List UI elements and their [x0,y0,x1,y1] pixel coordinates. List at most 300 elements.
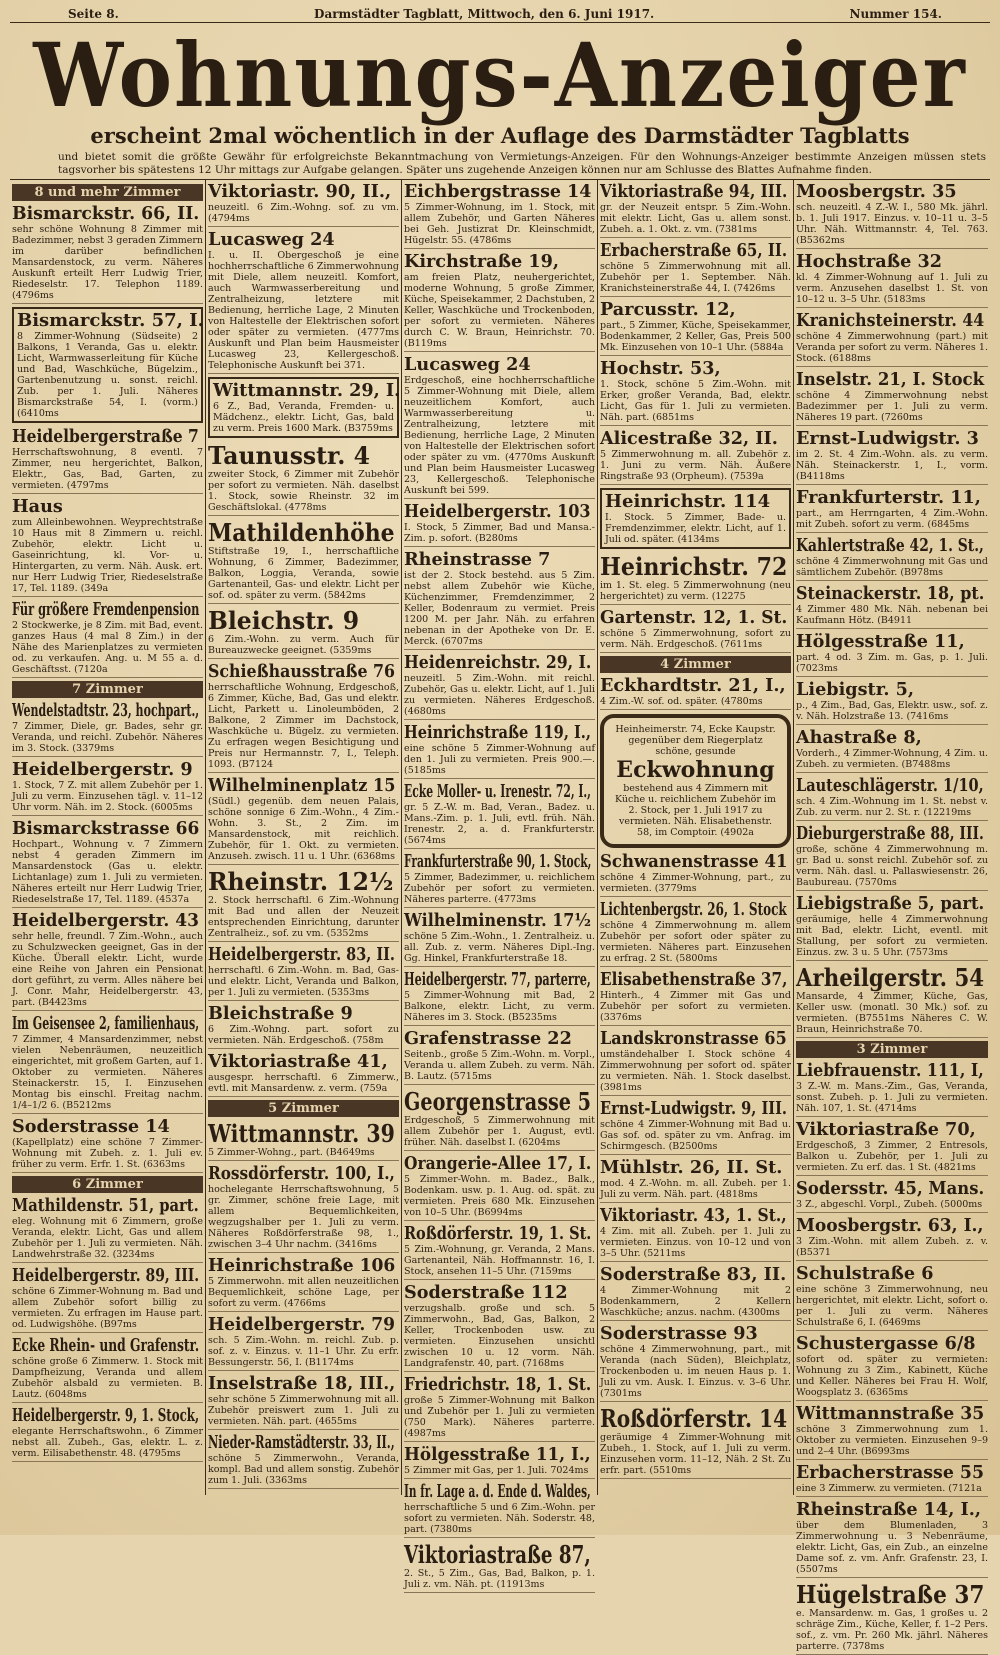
classified-ad [404,502,595,547]
classified-ad [404,1283,595,1372]
ad-heading: Georgenstrasse 5 [404,1087,592,1116]
classified-ad [600,608,791,653]
ad-text: eine schöne 5 Zimmer-Wohnung auf den 1. Juli zu vermieten. Preis 900.—. (5185ms [404,743,595,776]
ad-heading: Im Geisensee 2, familienhaus, [12,1013,200,1034]
ad-heading: Viktoriastraße 94, III. [600,181,788,202]
ad-heading: Hochstraße 32 [796,251,942,272]
classified-ad [12,497,203,597]
ad-heading: Friedrichstr. 18, 1. St. [404,1374,592,1395]
ad-text: part., am Herrngarten, 4 Zim.-Wohn. mit Zubeh. sofort zu verm. (6845ms [796,508,988,530]
ad-heading: Bleichstraße 9 [208,1003,353,1024]
classified-ad [796,1264,988,1331]
ad-heading: Nieder-Ramstädterstr. 33, II., [208,1432,395,1453]
ad-heading: Landskronstrasse 65 [600,1028,787,1049]
classified-ad [600,1029,791,1096]
ad-text: schöne 4 Zimmerwohnung mit Gas und sämtlichem Zubehör. (B978ms [796,556,988,578]
ad-heading: Lucasweg 24 [208,229,335,250]
classified-ad [208,230,399,374]
ad-heading: Liebfrauenstr. 111, I, [796,1060,984,1081]
ad-heading: Heidelbergerstr. 9 [12,759,193,780]
ad-text: Hinterh., 4 Zimmer mit Gas und Zubehör per sofort zu vermieten. (3376ms [600,990,791,1023]
ad-heading: Soderstraße 83, II. [600,1264,787,1285]
classified-ad [404,1482,595,1538]
classified-ad [796,252,988,308]
ad-text: schöne 5 Zimmerwohnung mit all. Zubehör per 1. September. Näh. Kranichsteinerstraße 44, I. (7426ms [600,261,791,294]
ad-heading: Eichbergstrasse 14 [404,181,592,202]
ad-text: eine schöne 3 Zimmerwohnung, neu hergerichtet, mit elektr. Licht, sofort o. per 1. Juli zu verm. Näheres Schulstraße 6, I. (6469ms [796,1284,988,1328]
classified-ad [796,680,988,725]
ad-heading: Liebigstraße 5, part. [796,893,985,914]
ad-text: gr. der Neuzeit entspr. 5 Zim.-Wohn. mit elektr. Licht, Gas u. allem sonst. Zubeh. a. 1. Okt. z. vm. (7381ms [600,202,791,235]
ad-text: (Kapellplatz) eine schöne 7 Zimmer-Wohnung mit Zubeh. z. 1. Juli ev. früher zu verm. Erfr. 1. St. (6363ms [12,1137,203,1170]
classified-ad [600,1158,791,1203]
ad-column [206,180,402,1495]
classified-ad [796,1179,988,1213]
ad-heading: Eckhardtstr. 21, I., [600,675,786,696]
classified-ad [208,519,399,604]
ad-heading: Hölgesstraße 11, I., [404,1444,591,1465]
classified-ad [404,723,595,779]
ad-text: sehr schöne Wohnung 8 Zimmer mit Badezimmer, nebst 3 geraden Zimmern im darüber befindlichen Mansardenstock, zu verm. Näheres Auskunft erteilt Herr Ludwig Trier, Riedeselstr. 17. Telephon 1189. (4796ms [12,224,203,301]
ad-heading: Wittmannstr. 29, I. [213,380,401,401]
ad-text: große, schöne 4 Zimmerwohnung m. gr. Bad u. sonst reichl. Zubehör sof. zu verm. Näh. dasl. u. Pallaswiesenstr. 26, Baubureau. (7570ms [796,844,988,888]
ad-text: 5 Zim.-Wohnung, gr. Veranda, 2 Mans. Gartenanteil, Näh. Hoffmannstr. 16, I. Stock, ansehen 11–5 Uhr. (7159ms [404,1244,595,1277]
ad-text: 5 Zimmer, Badezimmer, u. reichlichem Zubehör per sofort zu vermieten. Näheres parterre. (4773ms [404,872,595,905]
ad-text: schöne 4 Zimmerwohnung m. allem Zubehör per sofort oder später zu vermieten. Näheres part. Einzusehen zu erfrag. 2 St. (5800ms [600,920,791,964]
ad-text: schöne 5 Zimmerwohnung, sofort zu verm. Näh. Erdgeschoß. (7611ms [600,628,791,650]
section-heading: 4 Zimmer [600,656,791,673]
ad-heading: Ahastraße 8, [796,727,922,748]
classified-ad [600,182,791,238]
classified-ad [208,442,399,516]
classified-ad [404,252,595,352]
classified-ad [796,776,988,821]
ad-heading: Heidelbergerstr. 89, III. [12,1265,200,1286]
classified-ad [404,550,595,650]
ad-heading: Hochstr. 53, [600,358,721,379]
ad-text: part., 5 Zimmer, Küche, Speisekammer, Bodenkammer, 2 Keller, Gas, Preis 500 Mk. Einzusehen von 10–1 Uhr. (5884a [600,320,791,353]
ad-text: 2. St., 5 Zim., Gas, Bad, Balkon, p. 1. Juli z. vm. Näh. pt. (11913ms [404,1568,595,1590]
ad-heading: Viktoriastr. 43, 1. St., [600,1205,787,1226]
ad-text: große 5 Zimmer-Wohnung mit Balkon und Zubehör per 1. Juli zu vermieten (750 Mark). Näheres parterre. (4987ms [404,1395,595,1439]
classified-ad [404,355,595,499]
ad-heading: Heinrichstr. 114 [605,491,771,512]
ad-text: ist der 2. Stock bestehd. aus 5 Zim. nebst allem Zubehör wie Küche, Küchenzimmer, Fremdenzimmer, 2 Keller, Bodenraum zu vermiet. Preis 1200 M. per Jahr. Näh. zu erfahren nebenan in der Apotheke von Dr. E. Merck. (6707ms [404,570,595,647]
ad-text: schöne 4 Zimmerwohnung (part.) mit Veranda per sofort zu verm. Näheres 1. Stock. (6188ms [796,331,988,364]
classified-ad [796,1500,988,1578]
ad-text: Erdgeschoß, eine hochherrschaftliche 5 Zimmer-Wohnung mit Diele, allem neuzeitlichem Komfort, auch Warmwasserbereitung u. Zentralheizung, letztere mit Bedienung, herrliche Lage, 2 Minuten von Haltestelle der Elektrischen sofort oder später zu vm. (4770ms Auskunft und Plan beim Hausmeister Lucasweg 23, Kellergeschoß. Telephonische Auskunft bei 599. [404,375,595,496]
ad-heading: Mathildenhöhe [208,518,395,547]
ad-text: (Südl.) gegenüb. dem neuen Palais, schöne sonnige 6 Zim.-Wohn., 4 Zim.-Wohn. 3. St., 2 Zim. im Mansardenstock, mit reichlich. Zubehör, für 1. Okt. zu vermieten. Anzuseh. zwisch. 11 u. 1 Uhr. (6368ms [208,796,399,862]
classified-ad [796,728,988,773]
ad-heading: Rossdörferstr. 100, I., [208,1163,395,1184]
ad-heading: Heidelbergerstr. 77, parterre, [404,969,591,990]
section-heading: 7 Zimmer [12,681,203,698]
ad-text: hochelegante Herrschaftswohnung, 5 gr. Zimmer, schöne freie Lage, mit allem Bequemlichkeiten, wegzugshalber per 1. Juli zu verm. Näheres Roßdörferstraße 98, 1., zwischen 3–4 Uhr nachm. (3416ms [208,1184,399,1250]
classified-ad [12,307,203,423]
ad-heading: Ecke Rhein- und Grafenstr. [12,1335,200,1356]
ad-text: p., 4 Zim., Bad, Gas, Elektr. usw., sof. z. v. Näh. Holzstraße 13. (7416ms [796,700,988,722]
classified-ad [404,970,595,1026]
classified-ad [796,370,988,426]
classified-ad [404,1154,595,1221]
classified-ad [404,1541,595,1593]
classified-ad [208,1052,399,1097]
ad-heading: Kahlertstraße 42, 1. St., [796,535,984,556]
classified-ad [404,1224,595,1280]
ad-heading: Mühlstr. 26, II. St. [600,1157,783,1178]
ad-heading: Lichtenbergstr. 26, 1. Stock [600,899,787,920]
ad-text: geräumige, helle 4 Zimmerwohnung mit Bad, elektr. Licht, eventl. mit Stallung, per sofort zu vermieten. Einzus. zw. 3 u. 5 Uhr. (7573ms [796,914,988,958]
ad-text: schöne 3 Zimmerwohnung zum 1. Oktober zu vermieten. Einzusehen 9–9 und 2–4 Uhr. (B6993ms [796,1424,988,1457]
classified-ad [600,1324,791,1402]
newspaper-dateline: Darmstädter Tagblatt, Mittwoch, den 6. Juni 1917. [314,7,655,21]
classified-ad [12,204,203,304]
classified-ad [404,1029,595,1085]
ad-heading: Heinrichstraße 119, I., [404,722,591,743]
section-heading: 3 Zimmer [796,1041,988,1058]
ad-text: part. 4 od. 3 Zim. m. Gas, p. 1. Juli. (7023ms [796,652,988,674]
ad-heading: Rheinstr. 12½ [208,867,394,896]
ad-text: 4 Zimmer 480 Mk. Näh. nebenan bei Kaufmann Hötz. (B4911 [796,604,988,626]
ad-heading: Roßdörferstr. 14 [600,1404,788,1433]
classified-ad [600,1099,791,1155]
ad-heading: Schustergasse 6/8 [796,1333,976,1354]
ad-text: schöne 6 Zimmer-Wohnung m. Bad und allem Zubehör sofort billig zu vermieten. Zu erfragen im Hause part. od. Ludwigshöhe. (B97ms [12,1286,203,1330]
classified-ad [404,1445,595,1479]
ad-heading: Heidelbergerstr. 103 [404,501,591,522]
ad-text: sch. 4 Zim.-Wohnung im 1. St. nebst v. Zub. zu verm. nur 2. St. r. (12219ms [796,796,988,818]
classified-ad [796,964,988,1038]
ad-heading: Ernst-Ludwigstr. 3 [796,428,979,449]
ad-text: Heinheimerstr. 74, Ecke Kaupstr. gegenüber dem Riegerplatz [615,724,776,746]
ad-heading: Heidelbergerstr. 43 [12,910,200,931]
classified-ad [600,1265,791,1321]
ad-text: neuzeitl. 5 Zim.-Wohn. mit reichl. Zubehör, Gas u. elektr. Licht, auf 1. Juli zu vermieten. Näheres Erdgeschoß. (4680ms [404,673,595,717]
ad-text: 6 Z., Bad, Veranda, Fremden- u. Mädchenz., elektr. Licht, Gas, bald zu verm. Preis 1600 Mark. (B3759ms [213,401,394,434]
ad-heading: Orangerie-Allee 17, I. [404,1153,592,1174]
ad-heading: Bleichstr. 9 [208,606,360,635]
ad-text: schöne 5 Zim.-Wohn., 1. Zentralheiz. u. all. Zub. z. verm. Näheres Dipl.-Ing. Gg. Hinkel, Frankfurterstraße 18. [404,931,595,964]
ad-text: 5 Zimmer-Wohn. m. Badez., Balk., Bodenkam. usw. p. 1. Aug. od. spät. zu vermieten. Preis 680 Mk. Einzusehen von 10–5 Uhr. (B6994ms [404,1174,595,1218]
ad-heading: Soderstrasse 14 [12,1116,170,1137]
ad-heading: Frankfurterstraße 90, 1. Stock, [404,851,592,872]
ad-text: schöne 4 Zimmer-Wohnung mit Bad u. Gas sof. od. später zu vm. Anfrag. im Schirmgesch. (B2500ms [600,1119,791,1152]
classified-ad [208,662,399,773]
classified-ad [208,1315,399,1371]
classified-ad [600,241,791,297]
ad-heading: Gartenstr. 12, 1. St. [600,607,788,628]
ad-heading: Grafenstrasse 22 [404,1028,572,1049]
classified-ad [796,1463,988,1497]
classified-ad [12,427,203,494]
ad-heading: Wittmannstraße 35 [796,1403,985,1424]
ad-text: herrschaftliche Wohnung, Erdgeschoß, 6 Zimmer, Küche, Bad, Gas und elektr. Licht, Parkett u. Linoleumböden, 2 Balkone, 2 Zimmer im Dachstock, Waschküche u. Bügelz. zu vermieten. Zu erfragen wegen Besichtigung und Preis nur Hermannstr. 7, I., Teleph. 1093. (B7124 [208,682,399,770]
ad-text: ausgespr. herrschaftl. 6 Zimmerw., evtl. mit Mansardenw. z. verm. (759a [208,1072,399,1094]
classified-ad [404,852,595,908]
ad-text: neuzeitl. 6 Zim.-Wohng. sof. zu vm. (4794ms [208,202,399,224]
ad-heading: In fr. Lage a. d. Ende d. Waldes, [404,1481,591,1502]
ad-heading: Heidelbergerstr. 83, II. [208,944,395,965]
ad-text: 5 Zimmerwohn. mit allen neuzeitlichen Bequemlichkeit, schöne Lage, per sofort zu verm. (4766ms [208,1276,399,1309]
ad-text: schöne, gesunde [655,746,736,757]
framed-ad [600,714,791,848]
ad-text: sch. neuzeitl. 4 Z.-W. I., 580 Mk. jährl. b. 1. Juli 1917. Einzus. v. 10–11 u. 3–5 Uhr. Näh. Wittmannstr. 4, Tel. 763. (B5362ms [796,202,988,246]
classified-ad [600,553,791,605]
ad-text: Seitenb., große 5 Zim.-Wohn. m. Vorpl., Veranda u. allem Zubeh. zu verm. Näh. B. Lautz. (5715ms [404,1049,595,1082]
ad-text: 4 Zim.-W. sof. od. später. (4780ms [600,696,763,707]
ad-text: eleg. Wohnung mit 6 Zimmern, große Veranda, elektr. Licht, Gas und allem Zubehör per 1. Juli zu vermieten. Näh. Landwehrstraße 32. (3234ms [12,1216,203,1260]
classified-ad [12,1406,203,1462]
ad-text: Herrschaftswohnung, 8 eventl. 7 Zimmer, neu hergerichtet, Balkon, Elektr., Gas, Bad, Garten, zu vermieten. (4797ms [12,447,203,491]
ad-heading: Frankfurterstr. 11, [796,487,981,508]
classified-ad [600,429,791,485]
ad-heading: Wilhelminenstr. 17½ [404,910,592,931]
classified-ad [208,1256,399,1312]
classified-ad [796,1334,988,1401]
ad-heading: Rheinstrasse 7 [404,549,551,570]
ad-text: schöne 4 Zimmerwohnung, part., mit Veranda (nach Süden), Bleichplatz, Trockenboden u. im neuen Haus p. 1. Juli zu vm. Ausk. I. Einzus. v. 3–6 Uhr. (7301ms [600,1344,791,1399]
section-heading: 6 Zimmer [12,1176,203,1193]
ad-heading: Heidenreichstr. 29, I. [404,652,592,673]
ad-heading: Inselstr. 21, I. Stock [796,369,985,390]
classified-ad [404,182,595,249]
ad-text: 6 Zim.-Wohng. part. sofort zu vermieten. Näh. Erdgeschoß. (758m [208,1024,399,1046]
classified-ad [208,182,399,227]
classified-ad [208,868,399,942]
classified-ad [12,1196,203,1263]
ad-text: 2 Stockwerke, je 8 Zim. mit Bad, event. ganzes Haus (4 mal 8 Zim.) in der Nähe des Marienplatzes zu vermieten od. zu verkaufen. Ang. u. M 55 a. d. Geschäftsst. (7120a [12,620,203,675]
page-number: Seite 8. [68,7,119,21]
ad-text: sofort od. später zu vermieten: Wohnung zu 3 Zim., Kabinett, Küche und Keller. Näheres bei Frau H. Wolf, Woogsplatz 3. (6365ms [796,1354,988,1398]
ad-heading: Sodersstr. 45, Mans. [796,1178,985,1199]
ad-text: am freien Platz, neuhergerichtet, moderne Wohnung, 5 große Zimmer, Küche, Speisekammer, 2 Dachstuben, 2 Keller, Waschküche und Trockenboden, per sofort zu vermieten. Näheres durch C. W. Braun, Heinrichstr. 70. (B119ms [404,272,595,349]
intro-text: und bietet somit die größte Gewähr für erfolgreichste Bekanntmachung von Vermietungs-Anzeigen. Für den Wohnungs-Anzeiger bestimmte Anzeigen müssen stets tagsvorher bis spätestens 12 Uhr mittags zur Aufgabe gelangen. Später uns zugehende Anzeigen können nur am Schlusse des Blattes Aufnahme finden. [58,151,986,176]
ad-heading: Hölgesstraße 11, [796,631,965,652]
ad-heading: Steinackerstr. 18, pt. [796,583,985,604]
classified-ad [404,782,595,849]
section-heading: 8 und mehr Zimmer [12,184,203,201]
ad-heading: Heinrichstraße 106 [208,1255,396,1276]
ad-text: bestehend aus 4 Zimmern mit Küche u. reichlichem Zubehör im 2. Stock, per 1. Juli 1917 zu vermieten. Näh. Elisabethenstr. 58, im Comptoir. (4902a [615,783,776,838]
masthead: Wohnungs-Anzeiger [33,23,967,127]
ad-text: sehr schöne 5 Zimmerwohnung mit all. Zubehör preiswert zum 1. Juli zu vermieten. Näh. part. (4655ms [208,1394,399,1427]
ad-heading: Moosbergstr. 63, I., [796,1215,984,1236]
ad-heading: Arheilgerstr. 54 [796,963,985,992]
ad-heading: Lauteschlägerstr. 1/10, [796,775,984,796]
classified-ad [600,852,791,897]
ad-heading: Viktoriastraße 70, [796,1119,976,1140]
ad-heading: Wendelstadtstr. 23, hochpart., [12,700,200,721]
ad-heading: Erbacherstraße 65, II. [600,240,788,261]
ad-text: 1. Stock, 7 Z. mit allem Zubehör per 1. Juli zu verm. Einzusehen tägl. v. 11–12 Uhr vorm. Näh. im 2. Stock. (6005ms [12,780,203,813]
ad-text: 3 Z.-W. m. Mans.-Zim., Gas, Veranda, sonst. Zubeh. p. 1. Juli zu vermieten. Näh. 107, 1. St. (4714ms [796,1081,988,1114]
ad-heading: Für größere Fremdenpension [12,599,200,620]
classified-ad [12,760,203,816]
ad-text: 3 Zim.-Wohn. mit allem Zubeh. z. v. (B5371 [796,1236,988,1258]
classified-ad [12,600,203,678]
ad-heading: Mathildenstr. 51, part. [12,1195,199,1216]
ad-heading: Wittmannstr. 39 [208,1119,395,1148]
ad-text: 5 Zimmer-Wohng., part. (B4649ms [208,1147,375,1158]
classified-ad [12,1117,203,1173]
classified-ad [600,676,791,710]
classified-ad [796,1581,988,1655]
ad-text: verzugshalb. große und sch. 5 Zimmerwohn., Bad, Gas, Balkon, 2 Keller, Trockenboden usw. zu vermieten. Einzusehen unsichtl zwischen 10 u. 12 vorm. Näh. Landgrafenstr. 40, part. (7168ms [404,1303,595,1369]
ad-text: 4 Zimmer-Wohnung mit 2 Bodenkammern, 2 Kellern Waschküche; anzus. nachm. (4300ms [600,1285,791,1318]
classified-ad [208,1164,399,1253]
classified-ad [208,945,399,1001]
classified-ad [796,182,988,249]
ad-heading: Kranichsteinerstr. 44 [796,310,985,331]
ad-text: geräumige 4 Zimmer-Wohnung mit Zubeh., 1. Stock, auf 1. Juli zu verm. Einzusehen vorm. 11–12, Näh. 2 St. Zu erfr. part. (5510ms [600,1432,791,1476]
ad-heading: Bismarckstr. 66, II. [12,203,200,224]
ad-heading: Parcusstr. 12, [600,299,736,320]
ad-columns [10,179,990,1652]
ad-text: zum Alleinbewohnen. Weyprechtstraße 10 Haus mit 8 Zimmern u. reichl. Zubehör, elektr. Licht u. Gaseinrichtung, kl. Vor- u. Hintergarten, zu verm. Näh. Ausk. ert. nur Herr Ludwig Trier, Riedeselstraße 17, Tel. 1189. (349a [12,517,203,594]
ad-text: 4 Zim. mit all. Zubeh. per 1. Juli zu vermieten. Einzus. von 10–12 und von 3–5 Uhr. (5211ms [600,1226,791,1259]
ad-text: Vorderh., 4 Zimmer-Wohnung, 4 Zim. u. Zubeh. zu vermieten. (B7488ms [796,748,988,770]
ad-text: im 2. St. 4 Zim.-Wohn. als. zu verm. Näh. Steinackerstr. 1, I., vorm. (B4118ms [796,449,988,482]
classified-ad [12,911,203,1011]
classified-ad [12,819,203,908]
classified-ad [12,1266,203,1333]
classified-ad [208,607,399,659]
classified-ad [796,1216,988,1261]
ad-heading: Eckwohnung [616,757,775,783]
classified-ad [12,701,203,757]
ad-column [598,180,794,1495]
classified-ad [600,1206,791,1262]
ad-text: 7 Zimmer, 4 Mansardenzimmer, nebst vielen Nebenräumen, neuzeitlich eingerichtet, mit großem Garten, auf 1. Oktober zu vermieten. Näheres Steinackerstr. 15, I. Einzusehen Montag bis einschl. Freitag nachm. 1/4–1/2 6. (B5212ms [12,1034,203,1111]
ad-text: Erdgeschoß, 3 Zimmer, 2 Entresols, Balkon u. Zubehör, per 1. Juli zu vermieten. Zu erf. das. 1 St. (4821ms [796,1140,988,1173]
ad-heading: Schießhausstraße 76 [208,661,396,682]
classified-ad [404,1088,595,1151]
ad-text: mod. 4 Z.-Wohn. m. all. Zubeh. per 1. Juli zu verm. Näh. part. (4818ms [600,1178,791,1200]
classified-ad [208,1004,399,1049]
classified-ad [796,311,988,367]
ad-text: kl. 4 Zimmer-Wohnung auf 1. Juli zu verm. Anzusehen daselbst 1. St. von 10–12 u. 3–5 Uhr. (5183ms [796,272,988,305]
classified-ad [796,429,988,485]
classified-ad [404,653,595,720]
classified-ad [796,488,988,533]
ad-text: 5 Zimmer mit Gas, per 1. Juli. 7024ms [404,1465,589,1476]
classified-ad [600,359,791,426]
section-heading: 5 Zimmer [208,1100,399,1117]
classified-ad [796,632,988,677]
ad-text: elegante Herrschaftswohn., 6 Zimmer nebst all. Zubeh., Gas, elektr. L. z. verm. Eilisabethenstr. 48. (4795ms [12,1426,203,1459]
ad-text: umständehalber I. Stock schöne 4 Zimmerwohnung per sofort od. später zu vermieten. Näh. 1. Stock daselbst. (3981ms [600,1049,791,1093]
ad-text: herrschaftliche 5 und 6 Zim.-Wohn. per sofort zu vermieten. Näh. Soderstr. 48, part. (7380ms [404,1502,595,1535]
classified-ad [600,900,791,967]
classified-ad [600,488,791,549]
ad-heading: Heinrichstr. 72 [600,552,788,581]
classified-ad [796,894,988,961]
classified-ad [208,1433,399,1489]
ad-heading: Schulstraße 6 [796,1263,934,1284]
classified-ad [796,824,988,891]
ad-text: zweiter Stock, 6 Zimmer mit Zubehör per sofort zu vermieten. Näh. daselbst 1. Stock, sowie Rheinstr. 32 im Geschäftslokal. (4778ms [208,469,399,513]
ad-heading: Rheinstraße 14, I., [796,1499,981,1520]
ad-heading: Dieburgerstraße 88, III. [796,823,984,844]
ad-heading: Bismarckstr. 57, I. [17,310,204,331]
ad-heading: Taunusstr. 4 [208,441,370,470]
ad-column [402,180,598,1590]
ad-text: Mansarde, 4 Zimmer, Küche, Gas, Keller usw. (monatl. 30 Mk.) sof. zu vermieten. (B7551ms Näheres C. W. Braun, Heinrichstraße 70. [796,991,988,1035]
ad-heading: Ecke Moller- u. Irenestr. 72, I., [404,781,591,802]
ad-heading: Ernst-Ludwigstr. 9, III. [600,1098,787,1119]
ad-text: I. u. II. Obergeschoß je eine hochherrschaftliche 6 Zimmerwohnung mit Diele, allem neuzeitl. Komfort, auch Warmwasserbereitung und Zentralheizung, letztere mit Bedienung, herrliche Lage, 2 Minuten von Haltestelle der Elektrischen sofort oder später zu vermieten. (4777ms Auskunft und Plan beim Hausmeister Lucasweg 23, Kellergeschoß. Telephonische Auskunft bei 371. [208,250,399,371]
ad-text: gr. 5 Z.-W. m. Bad, Veran., Badez. u. Mans.-Zim. p. 1. Juli, evtl. früh. Näh. Irenestr. 2, a. d. Frankfurterstr. (5674ms [404,802,595,846]
classified-ad [600,300,791,356]
ad-text: 8 Zimmer-Wohnung (Südseite) 2 Balkons, 1 Veranda, Gas u. elektr. Licht, Warmwasserleitung für Küche und Bad, Waschküche, Bügelzim., Gartenbenutzung u. sonst. reichl. Zub. per 1. Juli. Näheres Bismarckstraße 54, I. (vorm.) (6410ms [17,331,198,419]
ad-column [10,180,206,1495]
classified-ad [208,1374,399,1430]
ad-text: über dem Blumenladen, 3 Zimmerwohnung u. 3 Nebenräume, elektr. Licht, Gas, ein Zub., an einzelne Dame sof. z. vm. Anfr. Grafenstr. 23, I. (5507ms [796,1520,988,1575]
ad-heading: Roßdörferstr. 19, 1. St. [404,1223,592,1244]
classified-ad [12,1336,203,1403]
ad-heading: Viktoriastraße 87, [404,1540,591,1569]
ad-heading: Moosbergstr. 35 [796,181,957,202]
ad-heading: Alicestraße 32, II. [600,428,778,449]
ad-heading: Lucasweg 24 [404,354,531,375]
ad-heading: Hügelstraße 37 [796,1580,985,1609]
ad-text: schöne 4 Zimmerwohnung nebst Badezimmer per 1. Juli zu verm. Näheres 19 part. (7260ms [796,390,988,423]
ad-heading: Wilhelminenplatz 15 [208,775,396,796]
ad-heading: Bismarckstrasse 66 [12,818,200,839]
ad-heading: Heidelbergerstr. 9, 1. Stock, [12,1405,200,1426]
ad-text: sehr helle, freundl. 7 Zim.-Wohn., auch zu Schulzwecken geeignet, Gas in der Küche. Überall elektr. Licht, wurde eine Reihe von Jahren ein Pensionat dort geführt, zu verm. Alles nähere bei J. Conr. Mahr, Heidelbergerstr. 43, part. (B4423ms [12,931,203,1008]
ad-heading: Schwanenstrasse 41 [600,851,788,872]
ad-text: schöne große 6 Zimmerw. 1. Stock mit Dampfheizung, Veranda und allem Zubehör alsbald zu vermieten. B. Lautz. (6048ms [12,1356,203,1400]
ad-text: Stiftstraße 19, I., herrschaftliche Wohnung, 6 Zimmer, Badezimmer, Balkon, Loggia, Veranda, sowie Gartenanteil, Gas- und elektr. Licht per sof. od. später zu verm. (5842ms [208,546,399,601]
subtitle: erscheint 2mal wöchentlich in der Auflage des Darmstädter Tagblatts [90,123,910,148]
ad-text: 6 Zim.-Wohn. zu verm. Auch für Bureauzwecke geeignet. (5359ms [208,634,399,656]
ad-text: Hochpart., Wohnung v. 7 Zimmern nebst 4 geraden Zimmern im Mansardenstock (Gas u. elektr. Lichtanlage) zum 1. Juli zu vermieten. Näheres erteilt nur Herr Ludwig Trier, Riedeselstraße 17, Tel. 1189. (4537a [12,839,203,905]
ad-heading: Viktoriastraße 41, [208,1051,388,1072]
classified-ad [600,970,791,1026]
classified-ad [404,1375,595,1442]
classified-ad [796,1120,988,1176]
page-header [10,6,990,23]
ad-text: schöne 5 Zimmerwohn., Veranda, kompl. Bad und allem sonstig. Zubehör zum 1. Juli. (3363ms [208,1453,399,1486]
classified-ad [208,776,399,865]
ad-text: sch. 5 Zim.-Wohn. m. reichl. Zub. p. sof. z. v. Einzus. v. 11–1 Uhr. Zu erfr. Bessungerstr. 56, I. (B1174ms [208,1335,399,1368]
classified-ad [208,1120,399,1161]
classified-ad [796,536,988,581]
classified-ad [796,584,988,629]
classified-ad [208,377,399,438]
ad-column [794,180,990,1652]
ad-heading: Kirchstraße 19, [404,251,560,272]
ad-heading: Elisabethenstraße 37, [600,969,788,990]
ad-heading: Soderstrasse 93 [600,1323,758,1344]
ad-heading: Viktoriastr. 90, II., [208,181,392,202]
classified-ad [796,1404,988,1460]
classified-ad [12,1014,203,1114]
classified-ad [404,911,595,967]
ad-text: e. Mansardenw. m. Gas, 1 großes u. 2 schräge Zim., Küche, Keller, f. 1–2 Pers. sof., z. vm. Pr. 260 Mk. jährl. Näheres parterre. (7378ms [796,1608,988,1652]
ad-heading: Heidelbergerstr. 79 [208,1314,396,1335]
issue-number: Nummer 154. [849,7,942,21]
classified-ad [600,1405,791,1479]
ad-heading: Haus [12,496,63,517]
ad-text: 5 Zimmerwohnung m. all. Zubehör z. 1. Juni zu verm. Näh. Äußere Ringstraße 93 (Orpheum). (7539a [600,449,791,482]
ad-text: eine 3 Zimmerw. zu vermieten. (7121a [796,1483,982,1494]
ad-text: 7 Zimmer, Diele, gr. Bades, sehr gr. Veranda, und reichl. Zubehör. Näheres im 3. Stock. (3379ms [12,721,203,754]
ad-text: 5 Zimmer-Wohnung mit Bad, 2 Balkone, elektr. Licht, zu verm. Näheres im 3. Stock. (B5235ms [404,990,595,1023]
ad-text: I. Stock, 5 Zimmer, Bad und Mansa.-Zim. p. sofort. (B280ms [404,522,595,544]
